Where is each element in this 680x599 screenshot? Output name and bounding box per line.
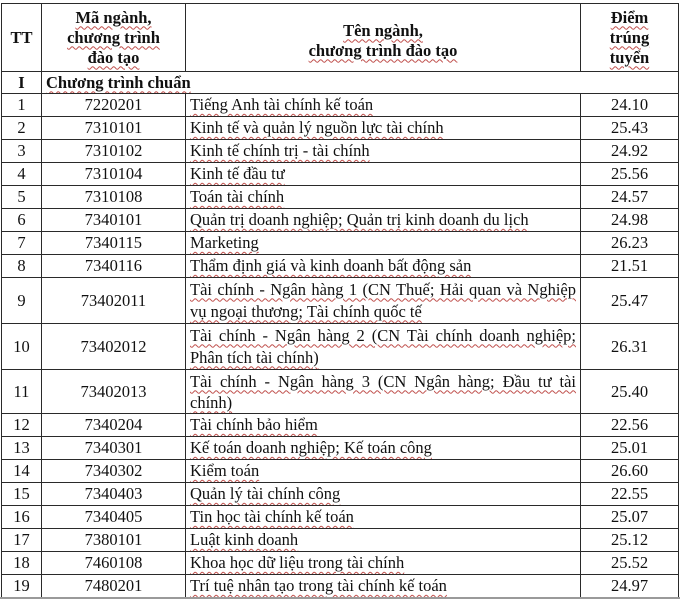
row-number: 9 <box>2 278 42 324</box>
admission-score: 26.23 <box>581 232 679 255</box>
row-number: 6 <box>2 209 42 232</box>
admission-score: 22.55 <box>581 483 679 506</box>
program-code: 7380101 <box>42 529 186 552</box>
program-name <box>186 460 581 483</box>
table-row <box>2 575 679 598</box>
admission-score: 25.43 <box>581 117 679 140</box>
table-row <box>2 414 679 437</box>
row-number: 15 <box>2 483 42 506</box>
admission-score: 25.56 <box>581 163 679 186</box>
admission-score: 24.92 <box>581 140 679 163</box>
row-number: 1 <box>2 94 42 117</box>
program-name-text: Tài chính - Ngân hàng 2 (CN Tài chính doanh nghiệp; Phân tích tài chính) <box>190 325 576 367</box>
table-row <box>2 483 679 506</box>
program-name-text: Khoa học dữ liệu trong tài chính <box>190 553 405 572</box>
table-row <box>2 437 679 460</box>
row-number: 8 <box>2 255 42 278</box>
header-code <box>42 4 186 72</box>
admission-score: 25.52 <box>581 552 679 575</box>
program-code: 7340101 <box>42 209 186 232</box>
table-row <box>2 255 679 278</box>
table-row <box>2 209 679 232</box>
program-code: 7340405 <box>42 506 186 529</box>
admission-score: 24.10 <box>581 94 679 117</box>
section-label-text: Chương trình chuẩn <box>46 72 191 92</box>
program-name-text: Kinh tế và quản lý nguồn lực tài chính <box>190 118 444 137</box>
header-row <box>2 4 679 72</box>
admission-score: 25.40 <box>581 370 679 414</box>
header-name-line2: chương trình đào tạo <box>308 40 458 60</box>
program-code: 73402013 <box>42 370 186 414</box>
admission-score: 22.56 <box>581 414 679 437</box>
program-name-text: Tài chính - Ngân hàng 3 (CN Ngân hàng; Đầu tư tài chính) <box>190 371 576 412</box>
admission-score: 25.07 <box>581 506 679 529</box>
admission-score: 24.98 <box>581 209 679 232</box>
row-number: 13 <box>2 437 42 460</box>
program-name <box>186 140 581 163</box>
table-row <box>2 163 679 186</box>
program-name <box>186 278 581 324</box>
header-score-line1: Điểm <box>610 7 649 27</box>
program-code: 7340302 <box>42 460 186 483</box>
program-code: 73402012 <box>42 324 186 370</box>
table-row <box>2 117 679 140</box>
program-code: 7340116 <box>42 255 186 278</box>
table-row <box>2 232 679 255</box>
admission-score: 24.97 <box>581 575 679 598</box>
section-tt: I <box>2 72 42 94</box>
program-name <box>186 209 581 232</box>
program-code: 7340301 <box>42 437 186 460</box>
row-number: 2 <box>2 117 42 140</box>
row-number: 17 <box>2 529 42 552</box>
program-name-text: Thẩm định giá và kinh doanh bất động sản <box>190 256 472 275</box>
admission-score: 25.01 <box>581 437 679 460</box>
table-row <box>2 506 679 529</box>
program-code: 7340115 <box>42 232 186 255</box>
program-name-text: Tài chính bảo hiểm <box>190 415 318 434</box>
table-row <box>2 529 679 552</box>
program-name-text: Kinh tế đầu tư <box>190 164 285 183</box>
row-number: 18 <box>2 552 42 575</box>
row-number: 3 <box>2 140 42 163</box>
row-number: 14 <box>2 460 42 483</box>
program-name <box>186 414 581 437</box>
header-code-line3: đào tạo <box>87 47 140 67</box>
program-name <box>186 370 581 414</box>
row-number: 11 <box>2 370 42 414</box>
admission-score: 25.47 <box>581 278 679 324</box>
program-name-text: Tài chính - Ngân hàng 1 (CN Thuế; Hải quan và Nghiệp vụ ngoại thương; Tài chính quốc tế <box>190 279 576 321</box>
table-row <box>2 324 679 370</box>
table-row <box>2 460 679 483</box>
row-number: 10 <box>2 324 42 370</box>
program-code: 7340204 <box>42 414 186 437</box>
row-number: 5 <box>2 186 42 209</box>
row-number: 16 <box>2 506 42 529</box>
program-name <box>186 529 581 552</box>
program-code: 7310102 <box>42 140 186 163</box>
program-code: 7340403 <box>42 483 186 506</box>
table-row <box>2 94 679 117</box>
program-name <box>186 117 581 140</box>
header-score-line2: trúng <box>609 27 650 47</box>
admission-score: 24.57 <box>581 186 679 209</box>
program-name-text: Trí tuệ nhân tạo trong tài chính kế toán <box>190 576 447 595</box>
admission-score: 26.31 <box>581 324 679 370</box>
admission-score: 21.51 <box>581 255 679 278</box>
row-number: 4 <box>2 163 42 186</box>
program-name-text: Toán tài chính <box>190 187 285 206</box>
table-row <box>2 370 679 414</box>
row-number: 12 <box>2 414 42 437</box>
header-name-line1: Tên ngành, <box>343 20 423 40</box>
program-name-text: Tiếng Anh tài chính kế toán <box>190 95 374 114</box>
program-name-text: Luật kinh doanh <box>190 530 299 549</box>
admission-score: 26.60 <box>581 460 679 483</box>
table-row <box>2 552 679 575</box>
row-number: 19 <box>2 575 42 598</box>
program-code: 7310108 <box>42 186 186 209</box>
program-name <box>186 255 581 278</box>
program-name <box>186 186 581 209</box>
program-name <box>186 552 581 575</box>
program-name <box>186 575 581 598</box>
header-score <box>581 4 679 72</box>
header-code-line2: chương trình <box>67 27 160 47</box>
admission-score: 25.12 <box>581 529 679 552</box>
program-code: 7310104 <box>42 163 186 186</box>
table-row <box>2 140 679 163</box>
header-tt <box>2 4 42 72</box>
program-name-text: Kế toán doanh nghiệp; Kế toán công <box>190 438 432 457</box>
program-name-text: Marketing <box>190 233 259 252</box>
program-name <box>186 94 581 117</box>
section-label <box>42 72 679 94</box>
program-code: 73402011 <box>42 278 186 324</box>
table-row <box>2 186 679 209</box>
program-code: 7460108 <box>42 552 186 575</box>
header-code-line1: Mã ngành, <box>75 7 152 27</box>
table-row <box>2 278 679 324</box>
program-name-text: Kiểm toán <box>190 461 260 480</box>
admission-score-table <box>1 3 679 598</box>
program-name <box>186 437 581 460</box>
header-tt-label: TT <box>10 27 33 47</box>
header-score-line3: tuyển <box>609 47 650 67</box>
header-name <box>186 4 581 72</box>
program-name-text: Quản lý tài chính công <box>190 484 341 503</box>
program-code: 7220201 <box>42 94 186 117</box>
program-name-text: Kinh tế chính trị - tài chính <box>190 141 370 160</box>
row-number: 7 <box>2 232 42 255</box>
program-name-text: Quản trị doanh nghiệp; Quản trị kinh doanh du lịch <box>190 210 529 229</box>
program-name <box>186 324 581 370</box>
section-row <box>2 72 679 94</box>
program-name-text: Tin học tài chính kế toán <box>190 507 354 526</box>
program-name <box>186 483 581 506</box>
program-code: 7310101 <box>42 117 186 140</box>
program-name <box>186 506 581 529</box>
program-name <box>186 232 581 255</box>
program-name <box>186 163 581 186</box>
program-code: 7480201 <box>42 575 186 598</box>
